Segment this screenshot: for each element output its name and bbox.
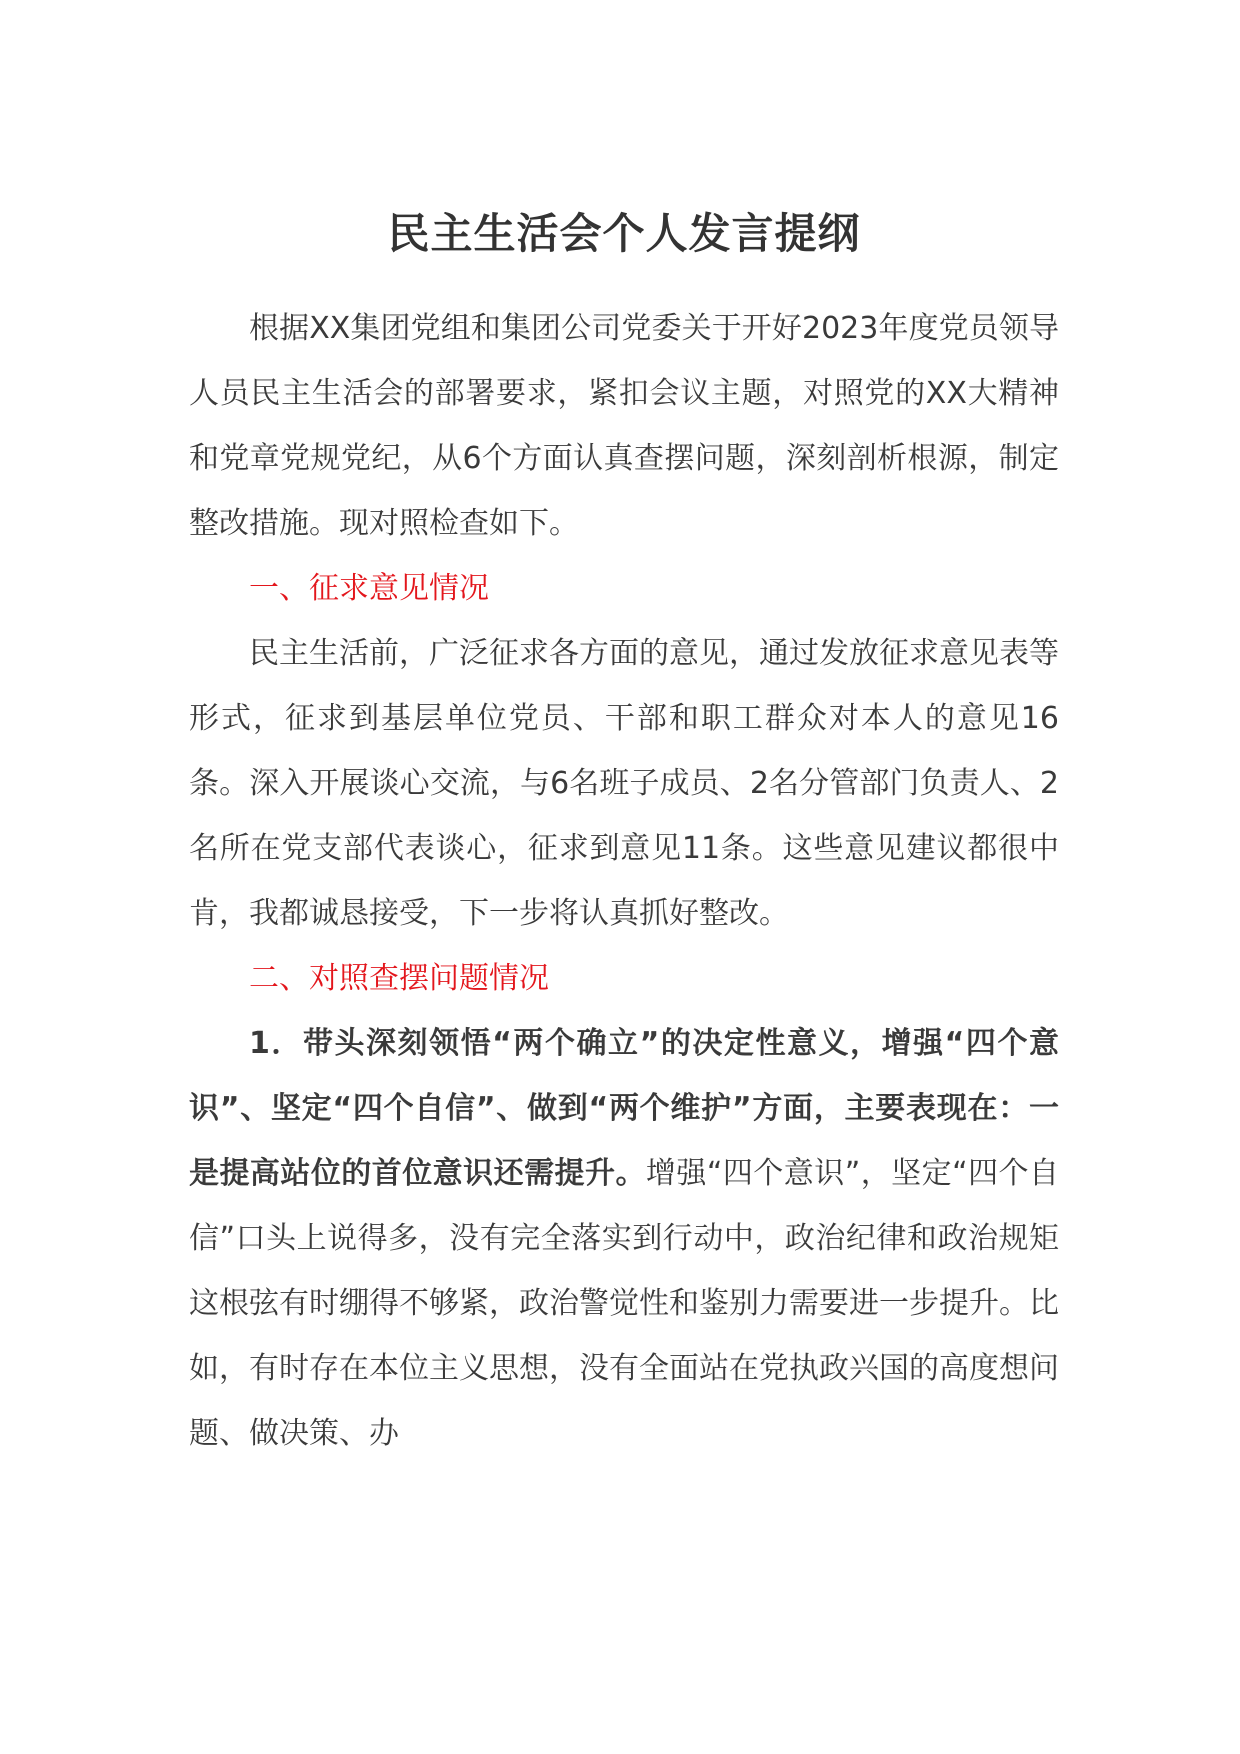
item-1-bold-lead: 1．带头深刻领悟“两个确立”的决定性意义，增强“四个意识”、坚定“四个自信”、做到“两个维护”方面，主要表现在：一是提高站位的首位意识还需提升。 xyxy=(189,1026,1059,1191)
document-page xyxy=(189,0,1059,1754)
section-2-item-1-paragraph xyxy=(189,1011,1059,1466)
section-heading-1: 一、征求意见情况 xyxy=(249,571,489,606)
section-heading-2: 二、对照查摆问题情况 xyxy=(249,961,549,996)
item-1-body-text: 增强“四个意识”，坚定“四个自信”口头上说得多，没有完全落实到行动中，政治纪律和政治规矩这根弦有时绷得不够紧，政治警觉性和鉴别力需要进一步提升。比如，有时存在本位主义思想，没有全面站在党执政兴国的高度想问题、做决策、办 xyxy=(189,1156,1059,1451)
document-title: 民主生活会个人发言提纲 xyxy=(387,209,861,258)
document-body xyxy=(189,296,1059,1466)
section-1-paragraph: 民主生活前，广泛征求各方面的意见，通过发放征求意见表等形式，征求到基层单位党员、干部和职工群众对本人的意见16条。深入开展谈心交流，与6名班子成员、2名分管部门负责人、2名所在党支部代表谈心，征求到意见11条。这些意见建议都很中肯，我都诚恳接受，下一步将认真抓好整改。 xyxy=(189,636,1059,931)
intro-paragraph: 根据XX集团党组和集团公司党委关于开好2023年度党员领导人员民主生活会的部署要求，紧扣会议主题，对照党的XX大精神和党章党规党纪，从6个方面认真查摆问题，深刻剖析根源，制定整改措施。现对照检查如下。 xyxy=(189,311,1059,541)
